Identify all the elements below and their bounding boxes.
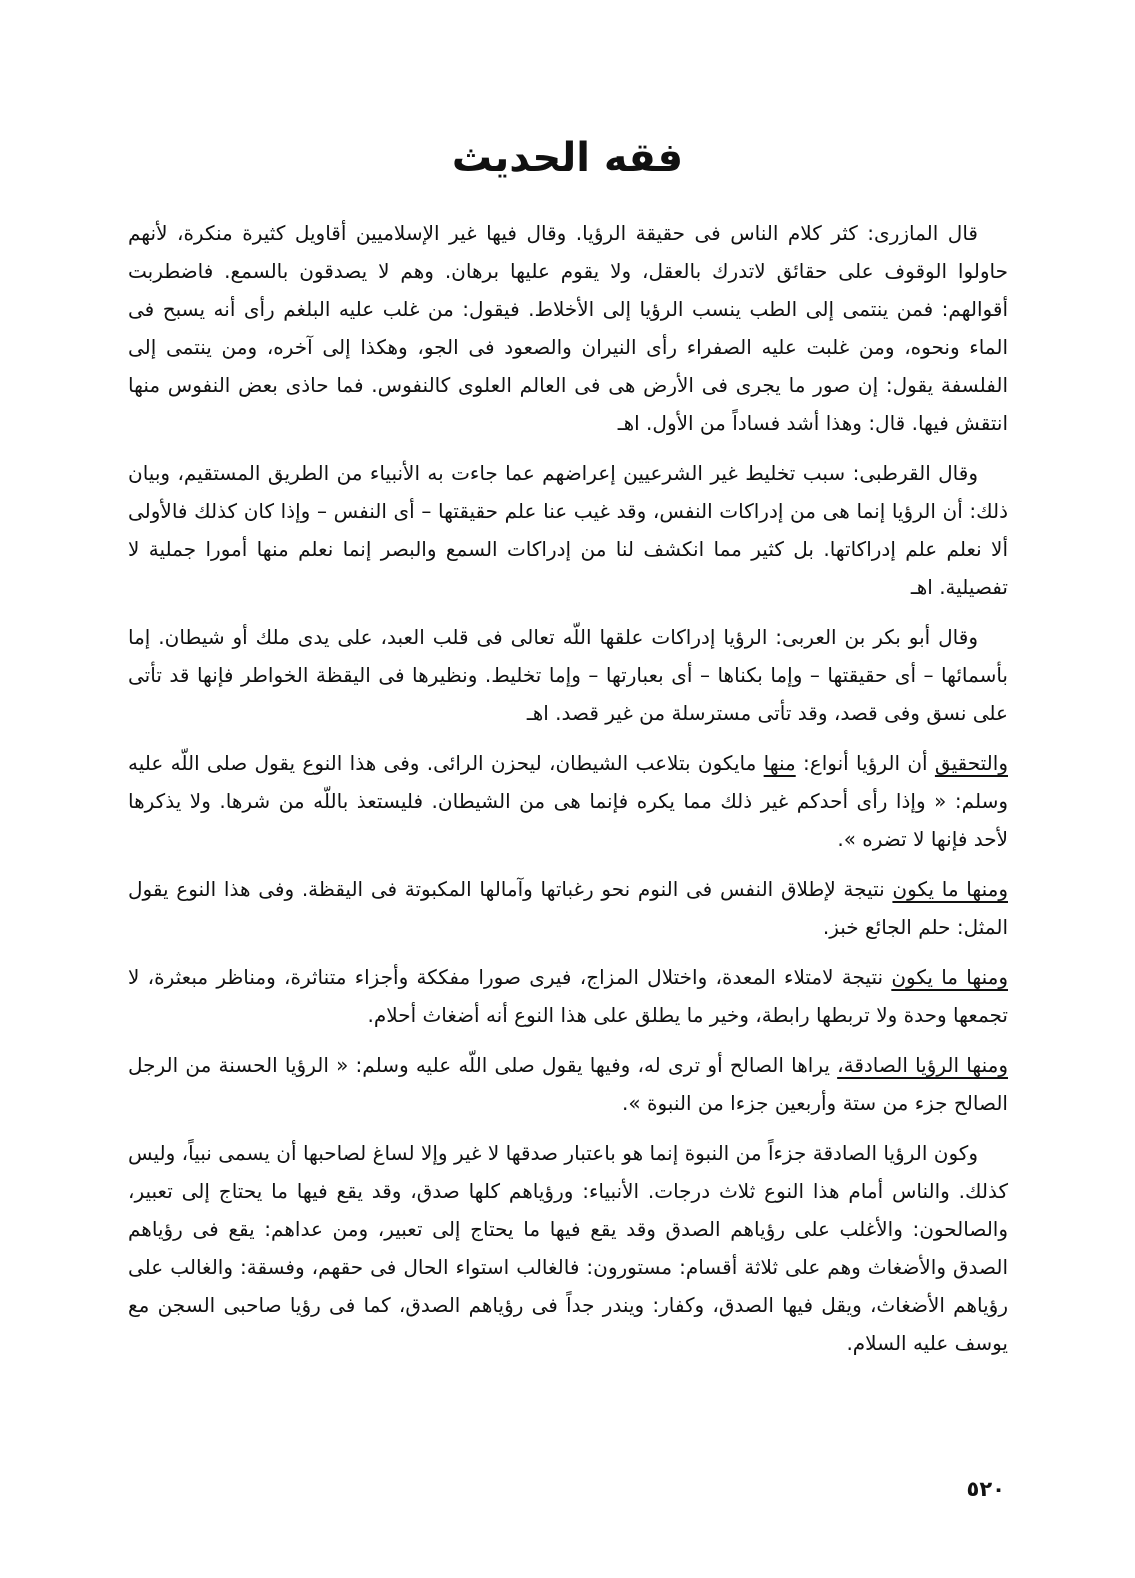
paragraph-text: نتيجة لامتلاء المعدة، واختلال المزاج، فيرى صورا مفككة وأجزاء متناثرة، ومناظر مبعثرة، لا تجمعها وحدة ولا تربطها رابطة، وخير ما يطلق على هذا النوع أنه أضغاث أحلام.	[128, 965, 1008, 1027]
document-body	[128, 214, 1008, 1374]
underlined-heading: والتحقيق	[934, 751, 1008, 775]
paragraph-true-vision	[128, 1046, 1008, 1122]
paragraph-mazari: قال المازرى: كثر كلام الناس فى حقيقة الرؤيا. وقال فيها غير الإسلاميين أقاويل كثيرة منكرة، لأنهم حاولوا الوقوف على حقائق لاتدرك بالعقل، ولا يقوم عليها برهان. وهم لا يصدقون بالسمع. فاضطربت أقوالهم: فمن ينتمى إلى الطب ينسب الرؤيا إلى الأخلاط. فيقول: من غلب عليه البلغم رأى أنه يسبح فى الماء ونحوه، ومن غلبت عليه الصفراء رأى النيران والصعود فى الجو، وهكذا إلى آخره، ومن ينتمى إلى الفلسفة يقول: إن صور ما يجرى فى الأرض هى فى العالم العلوى كالنفوس. فما حاذى بعض النفوس منها انتقش فيها. قال: وهذا أشد فساداً من الأول. اهـ	[128, 221, 1008, 435]
paragraph-desires	[128, 870, 1008, 946]
paragraph-text: مايكون بتلاعب الشيطان، ليحزن الرائى. وفى هذا النوع يقول صلى اللّه عليه وسلم: « وإذا رأى أحدكم غير ذلك مما يكره فإنما هى من الشيطان. فليستعذ باللّه من شرها. ولا يذكرها لأحد فإنها لا تضره ».	[128, 751, 1008, 851]
paragraph-prophecy-part: وكون الرؤيا الصادقة جزءاً من النبوة إنما هو باعتبار صدقها لا غير وإلا لساغ لصاحبها أن يسمى نبياً، وليس كذلك. والناس أمام هذا النوع ثلاث درجات. الأنبياء: ورؤياهم كلها صدق، وقد يقع فيها ما يحتاج إلى تعبير، والصالحون: والأغلب على رؤياهم الصدق وقد يقع فيها ما يحتاج إلى تعبير، ومن عداهم: يقع فى رؤياهم الصدق والأضغاث وهم على ثلاثة أقسام: مستورون: فالغالب استواء الحال فى حقهم، وفسقة: والغالب على رؤياهم الأضغاث، ويقل فيها الصدق، وكفار: ويندر جداً فى رؤياهم الصدق، كما فى رؤيا صاحبى السجن مع يوسف عليه السلام.	[128, 1141, 1008, 1355]
underlined-heading: ومنها ما يكون	[892, 877, 1008, 901]
paragraph-confused-dreams	[128, 958, 1008, 1034]
paragraph-text: أن الرؤيا أنواع:	[795, 751, 935, 775]
paragraph-qurtubi: وقال القرطبى: سبب تخليط غير الشرعيين إعراضهم عما جاءت به الأنبياء من الطريق المستقيم، وبيان ذلك: أن الرؤيا إنما هى من إدراكات النفس، وقد غيب عنا علم حقيقتها – أى النفس – وإذا كان كذلك فالأولى ألا نعلم علم إدراكاتها. بل كثير مما انكشف لنا من إدراكات السمع والبصر إنما نعلم منها أمورا جملية لا تفصيلية. اهـ	[128, 461, 1008, 599]
underlined-heading: منها	[763, 751, 796, 775]
paragraph-ibn-arabi: وقال أبو بكر بن العربى: الرؤيا إدراكات علقها اللّه تعالى فى قلب العبد، على يدى ملك أو شيطان. إما بأسمائها – أى حقيقتها – وإما بكناها – أى بعبارتها – وإما تخليط. ونظيرها فى اليقظة الخواطر فإنها قد تأتى على نسق وفى قصد، وقد تأتى مسترسلة من غير قصد. اهـ	[128, 625, 1008, 725]
underlined-heading: ومنها الرؤيا الصادقة،	[837, 1053, 1008, 1077]
paragraph-text: يراها الصالح أو ترى له، وفيها يقول صلى اللّه عليه وسلم: « الرؤيا الحسنة من الرجل الصالح جزء من ستة وأربعين جزءا من النبوة ».	[128, 1053, 1008, 1115]
page-title: فقه الحديث	[451, 135, 684, 181]
paragraph-text: نتيجة لإطلاق النفس فى النوم نحو رغباتها وآمالها المكبوتة فى اليقظة. وفى هذا النوع يقول المثل: حلم الجائع خبز.	[128, 877, 1008, 939]
paragraph-tahqiq	[128, 744, 1008, 858]
page-number: ٥٢٠	[966, 1477, 1005, 1501]
underlined-heading: ومنها ما يكون	[891, 965, 1008, 989]
